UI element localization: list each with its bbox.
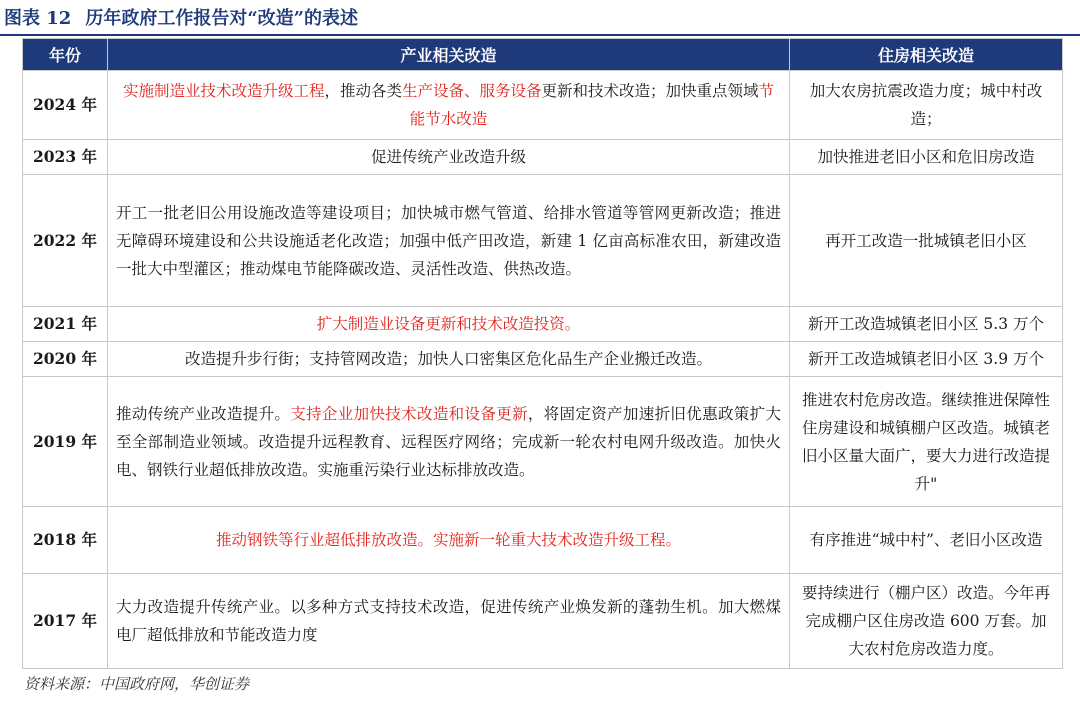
- header-housing: 住房相关改造: [790, 39, 1063, 71]
- table-row: [23, 175, 1063, 307]
- figure-title-text: 历年政府工作报告对“改造”的表述: [85, 8, 359, 29]
- table-row: [23, 307, 1063, 342]
- housing-cell: 加大农房抗震改造力度；城中村改造；: [790, 71, 1063, 140]
- header-year: 年份: [23, 39, 108, 71]
- year-cell: 2021 年: [23, 307, 108, 342]
- industry-cell: [108, 307, 790, 342]
- policy-table: [22, 38, 1063, 669]
- industry-cell: [108, 574, 790, 669]
- year-cell: 2022 年: [23, 175, 108, 307]
- industry-cell: [108, 140, 790, 175]
- industry-text: 实施制造业技术改造升级工程: [122, 82, 325, 100]
- industry-text: ，推动各类: [324, 82, 402, 100]
- table-header-row: [23, 39, 1063, 71]
- industry-text: 推动钢铁等行业超低排放改造。实施新一轮重大技术改造升级工程。: [215, 531, 681, 549]
- industry-text: 推动传统产业改造提升。: [116, 404, 291, 423]
- industry-text: 大力改造提升传统产业。以多种方式支持技术改造，促进传统产业焕发新的蓬勃生机。加大燃煤电厂超低排放和节能改造力度: [116, 598, 781, 644]
- table-row: [23, 71, 1063, 140]
- year-cell: 2018 年: [23, 507, 108, 574]
- industry-text: ，将固定资产加速折旧优惠政策扩大至全部制造业领域。改造提升远程教育、远程医疗网络；完成新一轮农村电网升级改造。加快火电、钢铁行业超低排放改造。实施重污染行业达标排放改造。: [116, 404, 781, 479]
- housing-cell: 有序推进“城中村”、老旧小区改造: [790, 507, 1063, 574]
- figure-number: 图表 12: [4, 8, 72, 29]
- housing-cell: 新开工改造城镇老旧小区 5.3 万个: [790, 307, 1063, 342]
- industry-text: 节能节水改造: [409, 82, 775, 128]
- year-cell: 2020 年: [23, 342, 108, 377]
- industry-cell: [108, 507, 790, 574]
- housing-cell: 新开工改造城镇老旧小区 3.9 万个: [790, 342, 1063, 377]
- figure-title: [4, 6, 358, 32]
- industry-text: 更新和技术改造；加快重点领域: [541, 82, 759, 100]
- housing-cell: 加快推进老旧小区和危旧房改造: [790, 140, 1063, 175]
- industry-cell: [108, 71, 790, 140]
- industry-text: 改造提升步行街；支持管网改造；加快人口密集区危化品生产企业搬迁改造。: [184, 350, 712, 368]
- industry-cell: [108, 342, 790, 377]
- source-note: 资料来源：中国政府网，华创证券: [24, 675, 250, 693]
- year-cell: 2023 年: [23, 140, 108, 175]
- table-row: [23, 507, 1063, 574]
- housing-cell: 再开工改造一批城镇老旧小区: [790, 175, 1063, 307]
- industry-cell: [108, 377, 790, 507]
- table-row: [23, 342, 1063, 377]
- year-cell: 2017 年: [23, 574, 108, 669]
- industry-text: 支持企业加快技术改造和设备更新: [290, 404, 528, 423]
- industry-text: 促进传统产业改造升级: [370, 148, 526, 166]
- year-cell: 2019 年: [23, 377, 108, 507]
- header-industry: 产业相关改造: [108, 39, 790, 71]
- industry-text: 扩大制造业设备更新和技术改造投资。: [316, 315, 581, 333]
- table-row: [23, 574, 1063, 669]
- housing-cell: 要持续进行（棚户区）改造。今年再完成棚户区住房改造 600 万套。加大农村危房改造力度。: [790, 574, 1063, 669]
- year-cell: 2024 年: [23, 71, 108, 140]
- table-row: [23, 377, 1063, 507]
- housing-cell: 推进农村危房改造。继续推进保障性住房建设和城镇棚户区改造。城镇老旧小区量大面广，要大力进行改造提升": [790, 377, 1063, 507]
- table-row: [23, 140, 1063, 175]
- industry-text: 开工一批老旧公用设施改造等建设项目；加快城市燃气管道、给排水管道等管网更新改造；推进无障碍环境建设和公共设施适老化改造；加强中低产田改造，新建 1 亿亩高标准农田，新建改造一批大中型灌区；推动煤电节能降碳改造、灵活性改造、供热改造。: [116, 203, 781, 278]
- industry-text: 生产设备、服务设备: [401, 82, 542, 100]
- title-underline: [0, 34, 1080, 36]
- industry-cell: [108, 175, 790, 307]
